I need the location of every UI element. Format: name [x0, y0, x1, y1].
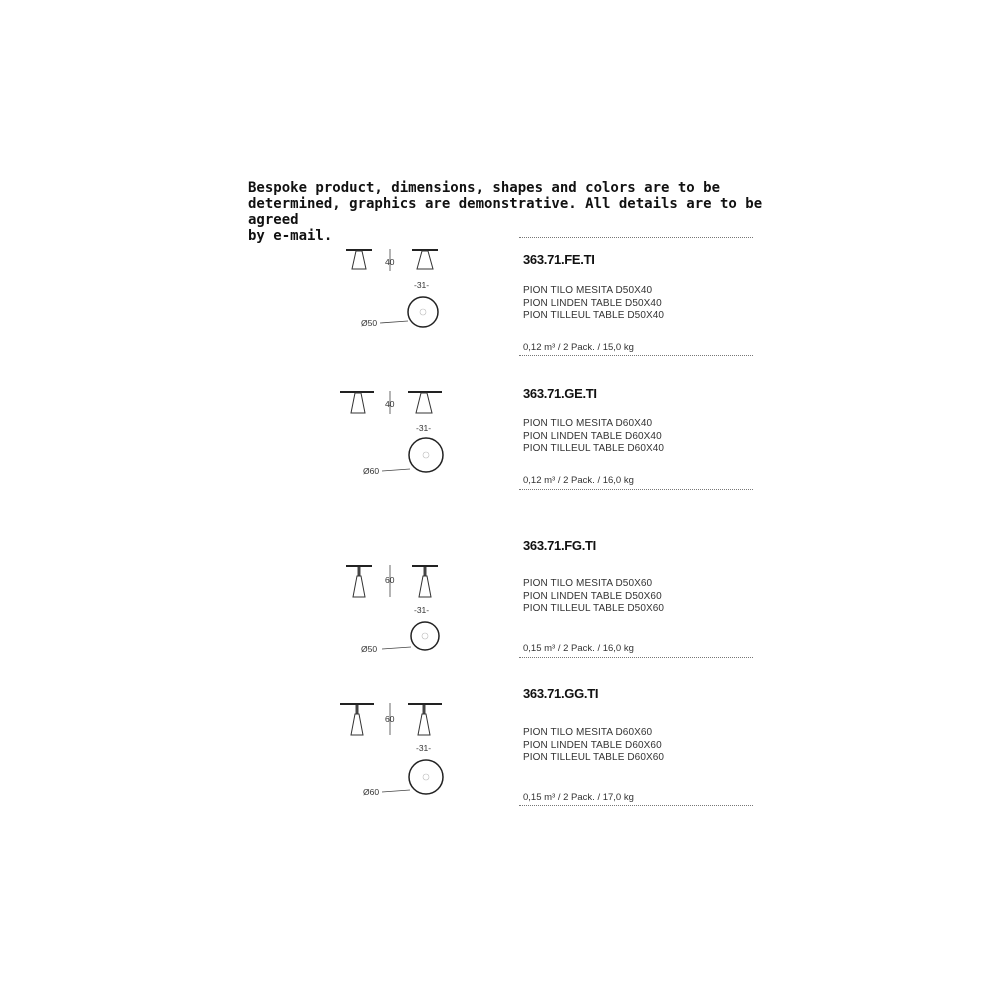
product-names: [523, 418, 664, 456]
product-code: 363.71.GG.TI: [523, 686, 599, 701]
height-label: 40: [385, 399, 395, 409]
name-es: PION TILO MESITA D50X40: [523, 285, 653, 296]
product-spec: 0,12 m³ / 2 Pack. / 15,0 kg: [523, 342, 634, 353]
name-en: PION LINDEN TABLE D50X40: [523, 297, 662, 309]
diameter-label: Ø50: [361, 644, 378, 654]
name-fr: PION TILLEUL TABLE D50X60: [523, 603, 665, 614]
product-names: [523, 578, 664, 616]
name-fr: PION TILLEUL TABLE D60X40: [523, 443, 665, 454]
name-en: PION LINDEN TABLE D60X60: [523, 739, 662, 751]
base-label: -31-: [416, 423, 432, 433]
name-en: PION LINDEN TABLE D50X60: [523, 590, 662, 602]
table-technical-drawing: [330, 386, 460, 478]
height-label: 40: [385, 257, 395, 267]
name-fr: PION TILLEUL TABLE D60X60: [523, 752, 665, 763]
base-label: -31-: [416, 743, 432, 753]
product-code: 363.71.FE.TI: [523, 252, 595, 267]
height-label: 60: [385, 575, 395, 585]
name-es: PION TILO MESITA D60X40: [523, 418, 653, 429]
divider: [519, 489, 753, 490]
product-spec: 0,12 m³ / 2 Pack. / 16,0 kg: [523, 475, 634, 486]
base-label: -31-: [414, 605, 430, 615]
product-code: 363.71.FG.TI: [523, 538, 596, 553]
height-label: 60: [385, 714, 395, 724]
table-technical-drawing: [330, 245, 460, 335]
divider: [519, 355, 753, 356]
name-en: PION LINDEN TABLE D60X40: [523, 430, 662, 442]
notice-line-3: by e-mail.: [248, 228, 333, 244]
notice-line-1: Bespoke product, dimensions, shapes and colors are to be: [248, 180, 721, 196]
diameter-label: Ø50: [361, 318, 378, 328]
divider: [519, 657, 753, 658]
bespoke-notice: [248, 180, 768, 244]
product-code: 363.71.GE.TI: [523, 386, 597, 401]
divider-top: [519, 237, 753, 238]
divider: [519, 805, 753, 806]
base-label: -31-: [414, 280, 430, 290]
diameter-label: Ø60: [363, 787, 380, 797]
product-names: [523, 285, 664, 323]
name-es: PION TILO MESITA D50X60: [523, 578, 653, 589]
name-fr: PION TILLEUL TABLE D50X40: [523, 310, 665, 321]
product-2-drawing: [330, 386, 460, 478]
diameter-label: Ø60: [363, 466, 380, 476]
table-technical-drawing: [330, 701, 460, 801]
table-technical-drawing: [330, 563, 460, 655]
product-3-drawing: [330, 563, 460, 655]
product-spec: 0,15 m³ / 2 Pack. / 16,0 kg: [523, 643, 634, 654]
name-es: PION TILO MESITA D60X60: [523, 727, 653, 738]
product-4-drawing: [330, 701, 460, 801]
product-spec: 0,15 m³ / 2 Pack. / 17,0 kg: [523, 792, 634, 803]
product-1-drawing: [330, 245, 460, 335]
notice-line-2: determined, graphics are demonstrative. All details are to be agreed: [248, 196, 763, 228]
product-names: [523, 727, 664, 765]
